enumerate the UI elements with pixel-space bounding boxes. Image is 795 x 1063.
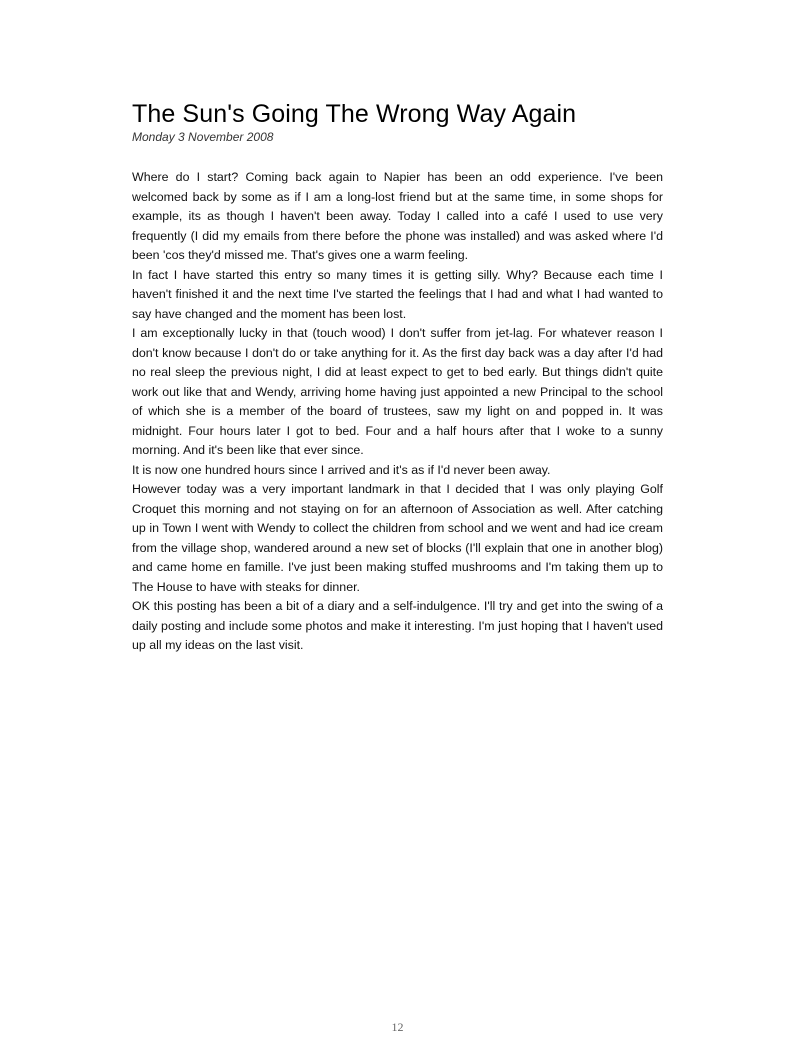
paragraph: In fact I have started this entry so many times it is getting silly. Why? Because each time I haven't finished it and the next time I've started the feelings that I had and what I had wanted to say have changed and the moment has been lost. — [132, 267, 663, 321]
paragraph: It is now one hundred hours since I arrived and it's as if I'd never been away. — [132, 462, 551, 477]
page-number: 12 — [391, 1020, 404, 1034]
blog-entry — [132, 98, 663, 656]
paragraph: OK this posting has been a bit of a diary and a self-indulgence. I'll try and get into the swing of a daily posting and include some photos and make it interesting. I'm just hoping that I haven't used up all my ideas on the last visit. — [132, 599, 663, 652]
entry-date: Monday 3 November 2008 — [132, 130, 274, 144]
paragraph: I am exceptionally lucky in that (touch wood) I don't suffer from jet-lag. For whatever reason I don't know because I don't do or take anything for it. As the first day back was a day after I'd had no real sleep the previous night, I did at least expect to get to bed early. But things didn't quite work out like that and Wendy, arriving home having just appointed a new Principal to the school of which she is a member of the board of trustees, saw my light on and popped in. It was midnight. Four hours later I got to bed. Four and a half hours after that I woke to a sunny morning. And it's been like that ever since. — [132, 326, 663, 457]
entry-title: The Sun's Going The Wrong Way Again — [132, 100, 577, 128]
entry-body — [132, 168, 663, 656]
paragraph: Where do I start? Coming back again to Napier has been an odd experience. I've been welcomed back by some as if I am a long-lost friend but at the same time, in some shops for example, its as though I haven't been away. Today I called into a café I used to use very frequently (I did my emails from there before the phone was installed) and was asked where I'd been 'cos they'd missed me. That's gives one a warm feeling. — [132, 170, 663, 262]
paragraph: However today was a very important landmark in that I decided that I was only playing Golf Croquet this morning and not staying on for an afternoon of Association as well. After catching up in Town I went with Wendy to collect the children from school and we went and had ice cream from the village shop, wandered around a new set of blocks (I'll explain that one in another blog) and came home en famille. I've just been making stuffed mushrooms and I'm taking them up to The House to have with steaks for dinner. — [132, 482, 663, 594]
